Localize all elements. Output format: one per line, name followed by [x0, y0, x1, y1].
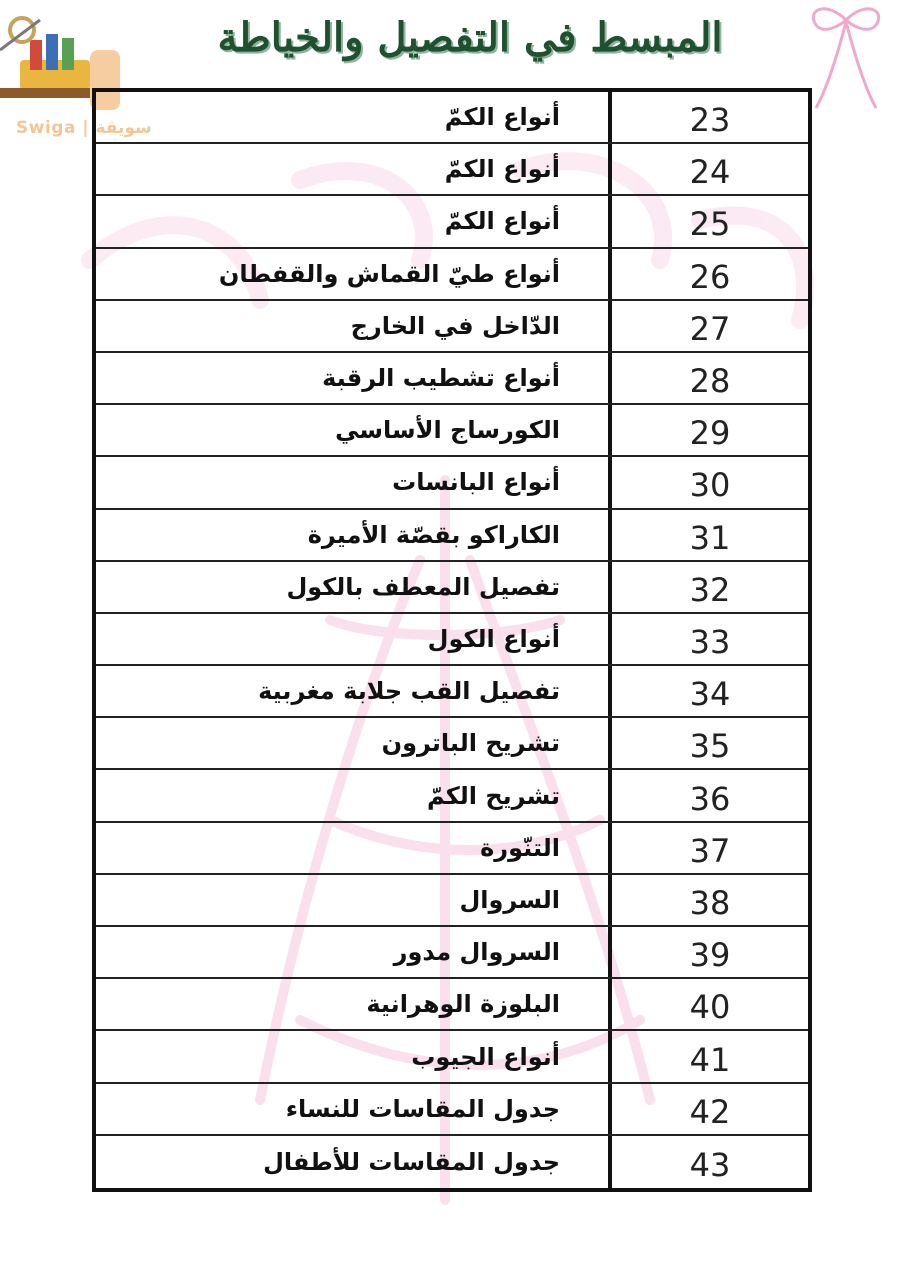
table-row — [96, 301, 808, 353]
chapter-title: السروال مدور — [393, 938, 560, 967]
chapter-title: تشريح الكمّ — [426, 781, 560, 810]
table-row — [96, 196, 808, 248]
chapter-title: أنواع الكمّ — [444, 207, 560, 236]
table-row — [96, 718, 808, 770]
table-row — [96, 927, 808, 979]
page-number: 30 — [689, 466, 731, 505]
page-number: 28 — [689, 362, 731, 401]
page-number: 43 — [689, 1145, 731, 1184]
table-row — [96, 1031, 808, 1083]
page-number: 41 — [689, 1040, 731, 1079]
table-row — [96, 405, 808, 457]
page-number: 34 — [689, 675, 731, 714]
toc-table — [92, 88, 812, 1192]
chapter-title: جدول المقاسات للنساء — [285, 1094, 560, 1123]
chapter-title: أنواع الجيوب — [411, 1042, 560, 1071]
chapter-title: أنواع البانسات — [392, 468, 560, 497]
chapter-title: الدّاخل في الخارج — [350, 311, 560, 340]
table-row — [96, 457, 808, 509]
chapter-title: أنواع طيّ القماش والقفطان — [218, 259, 560, 288]
page-number: 36 — [689, 779, 731, 818]
brand-watermark: Swiga | سويقة — [16, 118, 152, 138]
chapter-title: تشريح الباترون — [381, 729, 560, 758]
page-number: 29 — [689, 414, 731, 453]
chapter-title: البلوزة الوهرانية — [366, 990, 560, 1019]
table-row — [96, 1136, 808, 1188]
table-row — [96, 144, 808, 196]
chapter-title: تفصيل القب جلابة مغربية — [258, 677, 560, 706]
chapter-title: التنّورة — [480, 833, 560, 862]
chapter-title: أنواع تشطيب الرقبة — [322, 364, 560, 393]
page-number: 39 — [689, 936, 731, 975]
chapter-title: أنواع الكمّ — [444, 155, 560, 184]
table-row — [96, 666, 808, 718]
chapter-title: أنواع الكول — [427, 624, 560, 653]
chapter-title: أنواع الكمّ — [444, 103, 560, 132]
page-number: 25 — [689, 205, 731, 244]
page-number: 26 — [689, 257, 731, 296]
chapter-title: الكورساج الأساسي — [335, 416, 560, 445]
table-row — [96, 823, 808, 875]
page-number: 24 — [689, 153, 731, 192]
page-number: 32 — [689, 570, 731, 609]
page-number: 33 — [689, 622, 731, 661]
page-number: 40 — [689, 988, 731, 1027]
page-number: 27 — [689, 309, 731, 348]
chapter-title: تفصيل المعطف بالكول — [286, 572, 560, 601]
table-row — [96, 353, 808, 405]
page-number: 35 — [689, 727, 731, 766]
page-title: المبسط في التفصيل والخياطة — [217, 14, 723, 61]
table-row — [96, 92, 808, 144]
table-row — [96, 979, 808, 1031]
table-row — [96, 614, 808, 666]
table-row — [96, 510, 808, 562]
page-number: 23 — [689, 101, 731, 140]
chapter-title: الكاراكو بقصّة الأميرة — [307, 520, 560, 549]
chapter-title: جدول المقاسات للأطفال — [263, 1147, 560, 1176]
page-number: 42 — [689, 1092, 731, 1131]
table-row — [96, 875, 808, 927]
page-number: 37 — [689, 831, 731, 870]
table-row — [96, 770, 808, 822]
table-row — [96, 1084, 808, 1136]
table-row — [96, 562, 808, 614]
chapter-title: السروال — [459, 885, 560, 914]
table-row — [96, 249, 808, 301]
page-number: 38 — [689, 883, 731, 922]
page-number: 31 — [689, 518, 731, 557]
